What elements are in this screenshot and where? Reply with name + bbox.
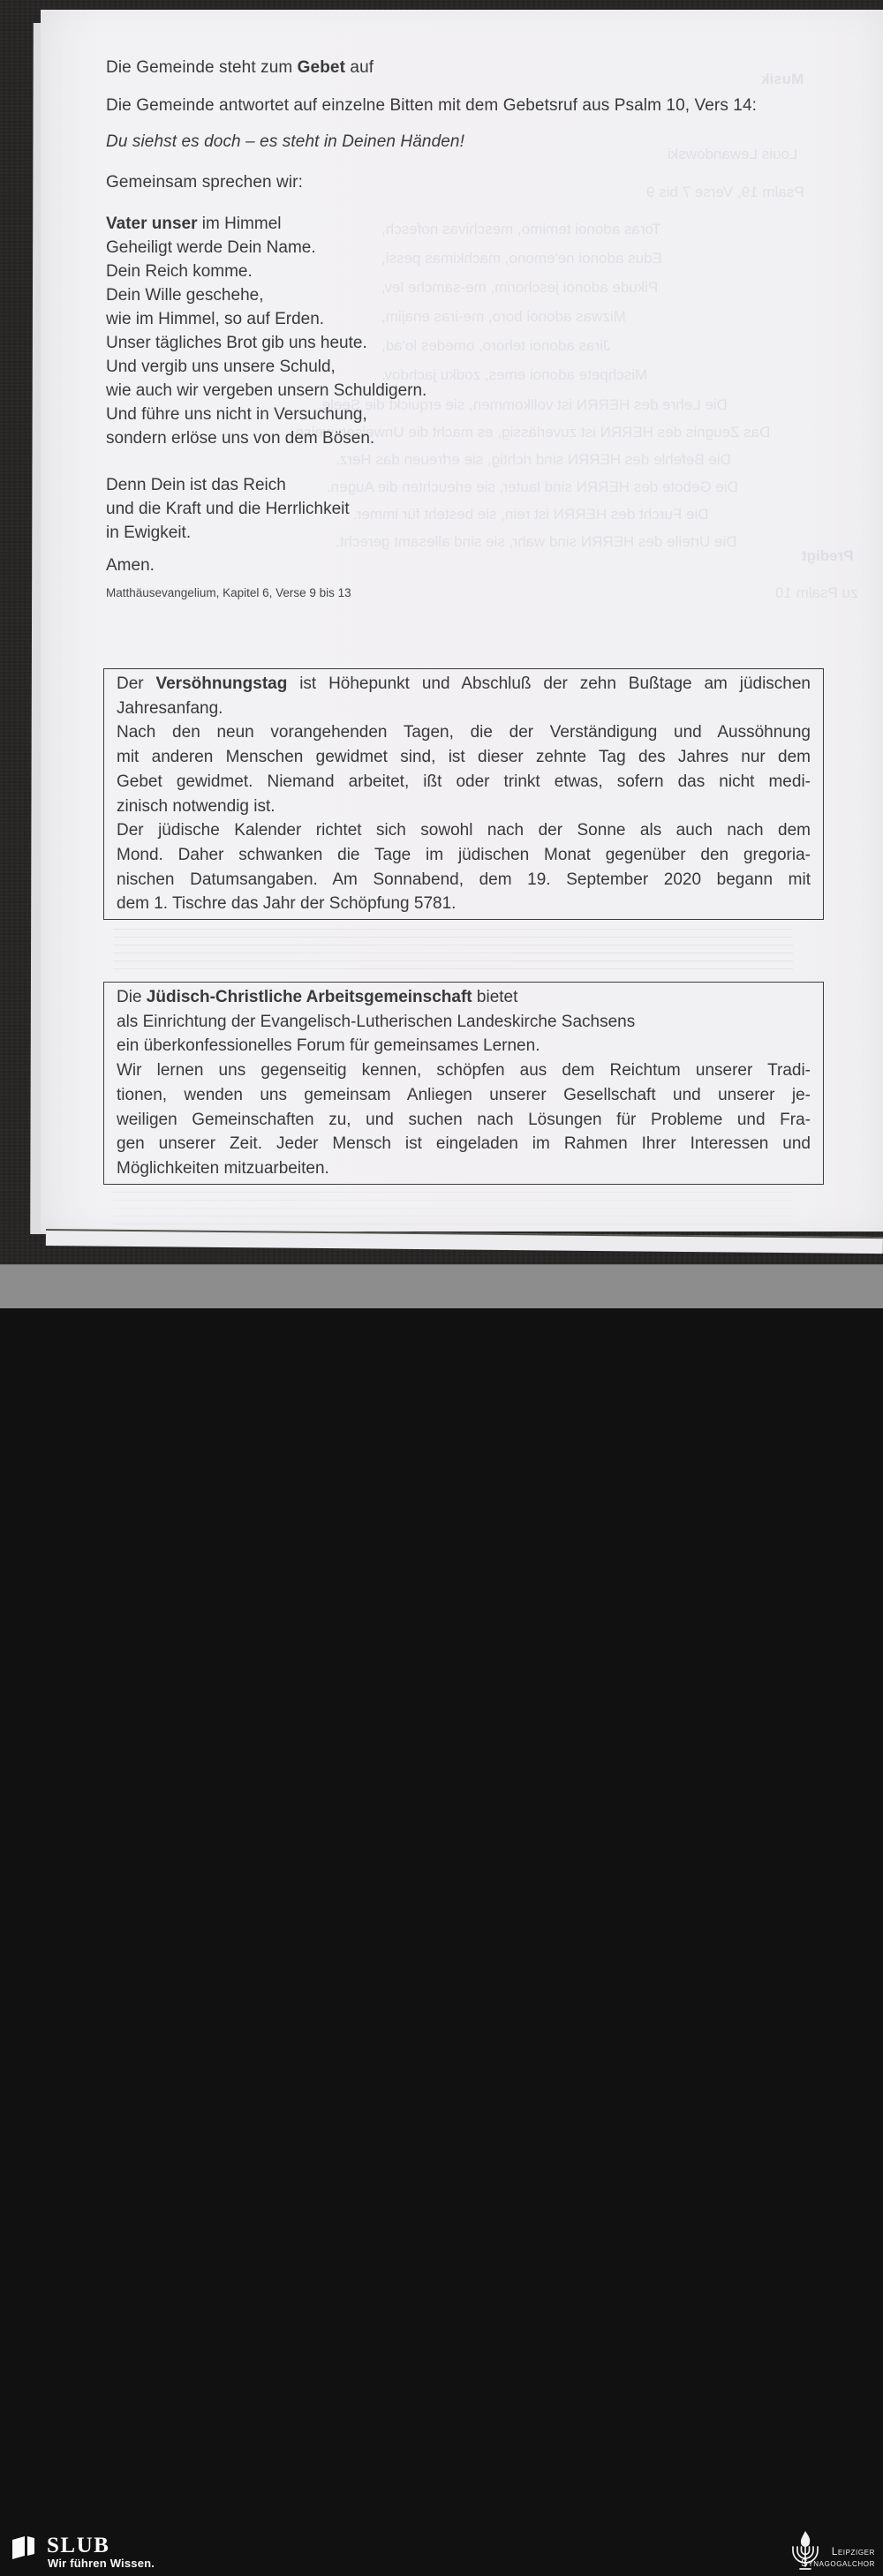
box-line — [117, 672, 811, 697]
box-line: Gebet gewidmet. Niemand arbeitet, ißt oder trinkt etwas, sofern das nicht medi- — [117, 772, 811, 791]
box-line: mit anderen Menschen gewidmet sind, ist dieser zehnte Tag des Jahres nur dem — [117, 748, 811, 767]
prayer-line: Dein Wille geschehe, — [106, 286, 264, 305]
box-line: zinisch notwendig ist. — [117, 796, 275, 816]
doxology-line: in Ewigkeit. — [106, 523, 192, 542]
bleedthrough-text: Die Urteile des HERRN sind wahr, sie sind allesamt gerecht. — [336, 533, 737, 550]
box-line: nischen Datumsangaben. Am Sonnabend, dem 19. September 2020 begann mit — [117, 870, 811, 889]
slub-slogan: Wir führen Wissen. — [48, 2557, 155, 2570]
bleedthrough-text: Pikude adonoi jeschorim, me-samche lev, — [381, 279, 659, 296]
intro-text: Die Gemeinde steht zum — [106, 58, 298, 77]
bleedthrough-text: Die Gebote des HERRN sind lauter, sie erleuchten die Augen. — [327, 478, 738, 495]
bleedthrough-text: Die Befehle des HERRN sind richtig, sie erfreuen das Herz. — [336, 451, 731, 468]
box-line: gen unserer Zeit. Jeder Mensch ist eingeladen im Rahmen Ihrer Interessen und — [117, 1134, 811, 1154]
chor-name-line1: Leipziger — [831, 2547, 875, 2557]
slub-book-icon — [11, 2535, 36, 2565]
box-line-text: bietet — [472, 988, 518, 1006]
box-line-text: Die — [117, 988, 147, 1006]
amen-text: Amen. — [106, 556, 155, 575]
box-line-bold: Jüdisch-Christliche Arbeitsgemeinschaft — [146, 988, 472, 1006]
doxology-line: und die Kraft und die Herrlichkeit — [106, 500, 350, 518]
box-line — [117, 985, 811, 1010]
bleedthrough-text: Mizwas adonoi boro, me-iras enajim, — [381, 308, 626, 325]
intro-line-invitation: Gemeinsam sprechen wir: — [106, 173, 303, 192]
bleedthrough-staff-lines — [113, 929, 793, 973]
bible-citation: Matthäusevangelium, Kapitel 6, Verse 9 bis 13 — [106, 586, 351, 599]
prayer-line: Und vergib uns unsere Schuld, — [106, 358, 336, 376]
intro-line-rubric — [106, 58, 374, 78]
synagogalchor-logo-text — [769, 2547, 875, 2569]
box-line-text: Der — [117, 674, 156, 693]
info-box-arbeitsgemeinschaft — [103, 982, 824, 1185]
bleedthrough-text: Musik — [761, 71, 804, 87]
slub-wordmark: SLUB — [47, 2534, 110, 2557]
box-line: dem 1. Tischre das Jahr der Schöpfung 5781. — [117, 894, 457, 914]
prayer-line — [106, 212, 426, 236]
prayer-line: Dein Reich komme. — [106, 262, 253, 281]
prayer-line: Geheiligt werde Dein Name. — [106, 238, 316, 257]
prayer-line: Unser tägliches Brot gib uns heute. — [106, 334, 367, 352]
bleedthrough-text: Die Lehre des HERRN ist vollkommen, sie erquickt die Seele. — [318, 396, 728, 413]
chor-name-line2: Synagogalchor — [801, 2557, 875, 2569]
bleedthrough-staff-lines — [113, 1192, 793, 1227]
intro-line-psalm-quote: Du siehst es doch – es steht in Deinen Händen! — [106, 132, 464, 151]
box-line: als Einrichtung der Evangelisch-Lutherischen Landeskirche Sachsens — [117, 1012, 636, 1031]
box-line: Der jüdische Kalender richtet sich sowohl nach der Sonne als auch nach dem — [117, 821, 811, 840]
prayer-line-bold: Vater unser — [106, 215, 198, 233]
bottom-page-edge — [46, 1229, 883, 1254]
prayer-line-text: im Himmel — [197, 215, 282, 233]
prayer-line: sondern erlöse uns von dem Bösen. — [106, 429, 375, 448]
footer-bar — [0, 1264, 883, 2570]
bleedthrough-text: Louis Lewandowski — [668, 146, 798, 162]
box-line-text: ist Höhepunkt und Abschluß der zehn Bußtage am jüdischen — [287, 674, 811, 693]
box-line: Wir lernen uns gegenseitig kennen, schöpfen aus dem Reichtum unserer Tradi- — [117, 1061, 811, 1081]
intro-line-response: Die Gemeinde antwortet auf einzelne Bitten mit dem Gebetsruf aus Psalm 10, Vers 14: — [106, 96, 758, 115]
doxology-block — [106, 473, 350, 545]
box-line: ein überkonfessionelles Forum für gemeinsames Lernen. — [117, 1036, 540, 1056]
lords-prayer-block — [106, 212, 426, 450]
box-line-bold: Versöhnungstag — [155, 674, 288, 693]
box-line: tionen, wenden uns gemeinsam Anliegen unserer Gesellschaft und unserer je- — [117, 1085, 811, 1104]
prayer-line: Und führe uns nicht in Versuchung, — [106, 405, 367, 424]
bleedthrough-text: Psalm 19, Verse 7 bis 9 — [646, 184, 804, 200]
info-box-versoehnungstag — [103, 668, 824, 920]
prayer-line: wie auch wir vergeben unsern Schuldigern. — [106, 381, 427, 400]
box-line: weiligen Gemeinschaften zu, und suchen nach Lösungen für Probleme und Fra- — [117, 1110, 811, 1129]
intro-text-bold: Gebet — [297, 58, 346, 77]
box-line: Jahresanfang. — [117, 698, 223, 718]
box-line: Nach den neun vorangehenden Tagen, die der Verständigung und Aussöhnung — [117, 723, 811, 742]
bleedthrough-text: Mischpete adonoi emes, zodku jachdov. — [381, 366, 648, 383]
bleedthrough-text: Predigt — [802, 547, 854, 564]
prayer-line: wie im Himmel, so auf Erden. — [106, 310, 325, 328]
doxology-line: Denn Dein ist das Reich — [106, 476, 286, 494]
box-line: Mond. Daher schwanken die Tage im jüdischen Monat gegenüber den gregoria- — [117, 845, 811, 864]
box-line: Möglichkeiten mitzuarbeiten. — [117, 1158, 329, 1178]
bleedthrough-text: Edus adonoi ne'emono, machkimas pessi, — [381, 250, 662, 267]
bleedthrough-text: Das Zeugnis des HERRN ist zuverlässig, es macht die Unweisen weise. — [291, 424, 771, 441]
intro-text: auf — [345, 58, 374, 77]
bleedthrough-text: Toras adonoi temimo, meschivas nofesch, — [381, 221, 661, 237]
bleedthrough-text: zu Psalm 10 — [775, 584, 858, 601]
bleedthrough-text: Jiras adonoi tehoro, omedes lo'ad, — [381, 337, 611, 354]
bleedthrough-text: Die Furcht des HERRN ist rein, sie besteht für immer. — [353, 506, 709, 523]
